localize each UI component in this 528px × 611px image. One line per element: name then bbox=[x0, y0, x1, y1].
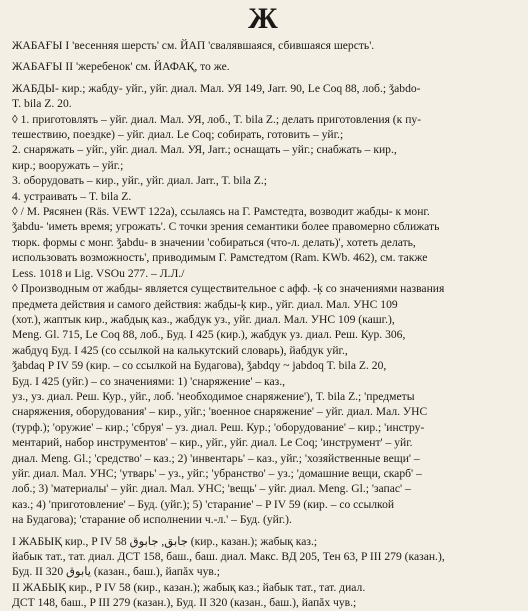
entry-line: (турф.); 'оружие' – кир.; 'сбруя' – уз. диал. Реш. Кур.; 'оборудование' – кир.; 'инстру- bbox=[12, 420, 425, 434]
entry-line: Meng. Gl. 715, Le Coq 88, лоб., Буд. I 425 (кир.), жабдук уз. диал. Реш. Кур. 306, bbox=[12, 328, 406, 342]
entry-line: Буд. II 320 یابوق (казан., баш.), йапăх чув.; bbox=[12, 565, 221, 579]
entry-line: тюрк. формы с монг. ǯabdu- в значении 'собираться (что-л. делать)', хотеть делать, bbox=[12, 235, 416, 249]
section-letter: Ж bbox=[248, 2, 278, 35]
entry-line: на Будагова); 'старание об исполнении ч.-л.' – Буд. (уйг.). bbox=[12, 513, 292, 527]
entry-line: предмета действия и самого действия: жабды-ķ кир., уйг. диал. Мал. УНС 109 bbox=[12, 297, 398, 311]
entry-line: использовать возможность', приводимым Г. Рамстедтом (Ram. KWb. 462), см. также bbox=[12, 251, 428, 265]
entry-line: жабдуq Буд. I 425 (со ссылкой на калькутский словарь), йабдук уйг., bbox=[12, 343, 348, 357]
entry-line: I ЖАБЫҚ кир., P IV 58 جابق, جابوق (кир., казан.); жабық каз.; bbox=[12, 534, 318, 548]
entry-line: уз., уз. диал. Реш. Кур., уйг., лоб. 'необходимое снаряжение'), T. bila Z.; 'предметы bbox=[12, 389, 415, 403]
entry-line: ментарий, набор инструментов' – кир., уйг., уйг. диал. Le Coq; 'инструмент' – уйг. bbox=[12, 436, 413, 450]
entry-line: каз.; 4) 'приготовление' – Буд. (уйг.); 5) 'старание' – P IV 59 (кир. – со ссылкой bbox=[12, 497, 395, 511]
entry-line: ЖАБДЫ- кир.; жабду- уйг., уйг. диал. Мал. УЯ 149, Jarr. 90, Le Coq 88, лоб.; ǯabdo- bbox=[12, 81, 421, 95]
entry-line: 3. оборудовать – кир., уйг., уйг. диал. Jarr., T. bila Z.; bbox=[12, 174, 267, 188]
entry-zhabyk bbox=[12, 534, 514, 611]
entry-line: ǯabdu- 'иметь время; угрожать'. С точки зрения семантики более правомерно сближать bbox=[12, 220, 440, 234]
entry-line: уйг. диал. Мал. УНС; 'утварь' – уз., уйг.; 'убранство' – уз.; 'домашние вещи, скарб' – bbox=[12, 466, 422, 480]
entry-line: Less. 1018 и Lig. VSOu 277. – Л.Л./ bbox=[12, 266, 185, 280]
entry-line: снаряжения, оборудования' – кир., уйг.; 'военное снаряжение' – уйг. диал. Мал. УНС bbox=[12, 405, 428, 419]
entry-line: йабык тат., тат. диал. ДСТ 158, баш., баш. диал. Макс. ВД 205, Тен 63, P III 279 (казан.), bbox=[12, 550, 445, 563]
entry-line: 4. устраивать – T. bila Z. bbox=[12, 189, 132, 203]
entry-line: ◊ / М. Рясянен (Räs. VEWT 122a), ссылаясь на Г. Рамстедта, возводит жабды- к монг. bbox=[12, 205, 430, 219]
entry-line: (хот.), жаптык кир., жабдық каз., жабдук уз., уйг. диал. Мал. УНС 109 (кашг.), bbox=[12, 312, 395, 326]
entry-line: T. bila Z. 20. bbox=[12, 97, 72, 111]
entry-line: тешествию, поездке) – уйг. диал. Le Coq; собирать, готовить – уйг.; bbox=[12, 128, 344, 142]
entry-line: II ЖАБЫҚ кир., P IV 58 (кир., казан.); жабық каз.; йабык тат., тат. диал. bbox=[12, 580, 366, 594]
entry-line: диал. Meng. Gl.; 'средство' – каз.; 2) 'инвентарь' – каз., уйг.; 'хозяйственные вещи' – bbox=[12, 451, 420, 465]
entry-line: кир.; вооружать – уйг.; bbox=[12, 158, 124, 172]
entry-line: 2. снаряжать – уйг., уйг. диал. Мал. УЯ, Jarr.; оснащать – уйг.; снабжать – кир., bbox=[12, 143, 397, 157]
entry-line: ДСТ 148, баш., P III 279 (казан.), Буд. II 320 (казан., баш.), йапăх чув.; bbox=[12, 596, 357, 610]
entry-zhabdy bbox=[12, 81, 514, 528]
entry-zhabagy-2 bbox=[12, 59, 514, 74]
entry-line: Буд. I 425 (уйг.) – со значениями: 1) 'снаряжение' – каз., bbox=[12, 374, 286, 388]
entry-line: ЖАБАҒЫ II 'жеребенок' см. ЙАФАҚ, то же. bbox=[12, 60, 230, 74]
entry-line: ◊ Производным от жабды- является существительное с афф. -ķ со значениями названия bbox=[12, 282, 445, 296]
entry-line: ЖАБАҒЫ I 'весенняя шерсть' см. ЙАП 'свалявшаяся, сбившаяся шерсть'. bbox=[12, 39, 375, 52]
entry-zhabagy-1 bbox=[12, 38, 514, 53]
entry-line: ǯabdaq P IV 59 (кир. – со ссылкой на Будагова), ǯabdqy ~ jabdoq T. bila Z. 20, bbox=[12, 359, 387, 373]
entry-line: лоб.; 3) 'материалы' – уйг. диал. Мал. УНС; 'вещь' – уйг. диал. Meng. Gl.; 'запас' – bbox=[12, 482, 411, 496]
entry-line: ◊ 1. приготовлять – уйг. диал. Мал. УЯ, лоб., T. bila Z.; делать приготовления (к пу- bbox=[12, 112, 422, 126]
